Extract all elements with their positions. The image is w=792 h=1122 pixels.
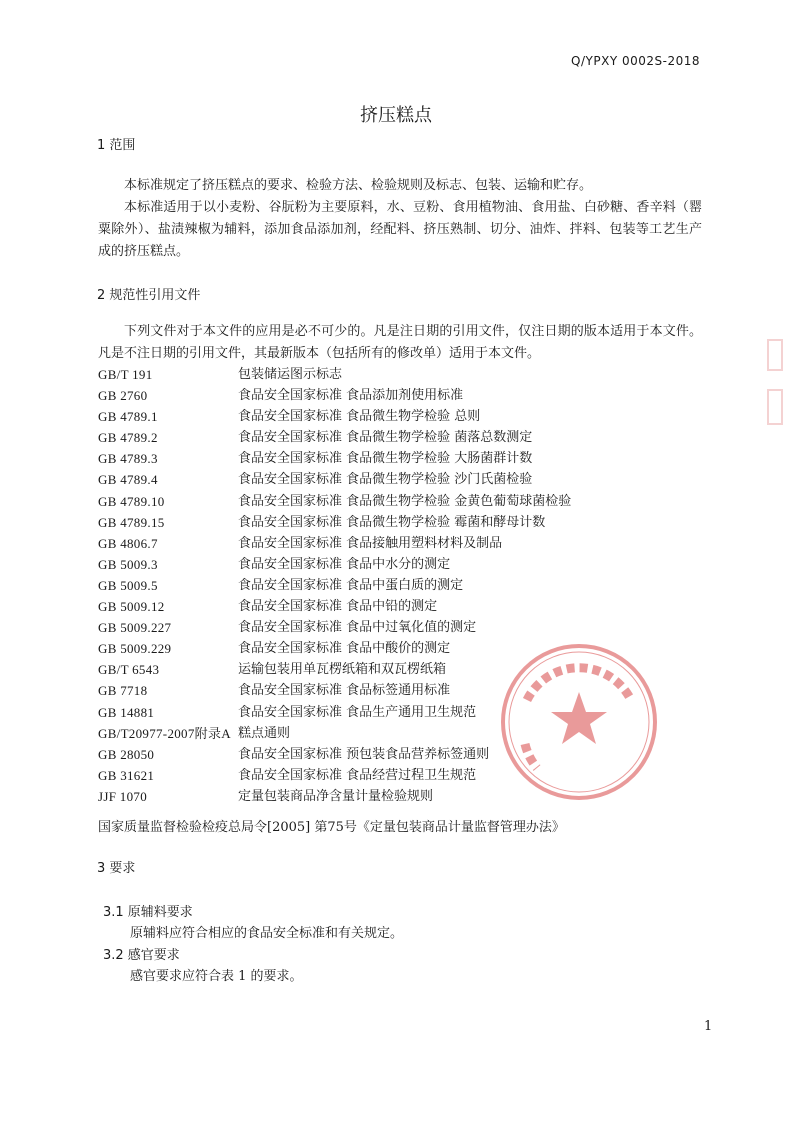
reference-title: 食品安全国家标准 食品经营过程卫生规范 [238, 767, 477, 783]
section-3-2-text: 感官要求应符合表 1 的要求。 [130, 969, 303, 984]
section-3-heading: 3 要求 [97, 861, 136, 876]
reference-row [98, 406, 571, 427]
reference-title: 食品安全国家标准 食品微生物学检验 沙门氏菌检验 [238, 472, 533, 488]
reference-code: GB 5009.227 [98, 620, 172, 636]
reference-code: GB 4806.7 [98, 535, 158, 551]
reference-title: 食品安全国家标准 预包装食品营养标签通则 [238, 746, 490, 762]
reference-title: 食品安全国家标准 食品微生物学检验 霉菌和酵母计数 [238, 514, 546, 530]
company-seal-icon [497, 640, 661, 804]
reference-code: GB 4789.4 [98, 472, 158, 488]
section-2-heading: 2 规范性引用文件 [97, 288, 201, 303]
reference-title: 食品安全国家标准 食品微生物学检验 总则 [238, 409, 481, 425]
reference-title: 运输包装用单瓦楞纸箱和双瓦楞纸箱 [238, 662, 447, 678]
reference-code: GB 14881 [98, 704, 155, 720]
reference-code: GB 5009.3 [98, 556, 158, 572]
reference-code: GB 7718 [98, 683, 148, 699]
page-number: 1 [704, 1019, 713, 1034]
reference-title: 食品安全国家标准 食品接触用塑料材料及制品 [238, 535, 503, 551]
reference-code: GB/T 6543 [98, 662, 160, 678]
reference-row [98, 448, 571, 469]
reference-title: 食品安全国家标准 食品中蛋白质的测定 [238, 577, 464, 593]
document-code: Q/YPXY 0002S-2018 [571, 54, 700, 68]
reference-row [98, 427, 571, 448]
reference-title: 包装储运图示标志 [238, 367, 343, 382]
reference-title: 糕点通则 [238, 725, 291, 741]
reference-title: 定量包装商品净含量计量检验规则 [238, 788, 434, 804]
reference-title: 食品安全国家标准 食品标签通用标准 [238, 683, 451, 699]
reference-title: 食品安全国家标准 食品微生物学检验 金黄色葡萄球菌检验 [238, 493, 572, 509]
reference-row [98, 596, 571, 617]
reference-code: GB 4789.2 [98, 430, 158, 446]
section-1-heading: 1 范围 [97, 138, 136, 153]
section-3-1-heading: 3.1 原辅料要求 [103, 905, 193, 920]
reference-row [98, 364, 571, 385]
reference-title: 食品安全国家标准 食品添加剂使用标准 [238, 388, 464, 404]
reference-row [98, 575, 571, 596]
reference-code: GB 5009.229 [98, 641, 172, 657]
reference-code: GB 4789.3 [98, 451, 158, 467]
reference-code: GB 5009.12 [98, 599, 165, 615]
reference-row [98, 617, 571, 638]
reference-code: GB 31621 [98, 767, 155, 783]
scope-paragraph-1: 本标准规定了挤压糕点的要求、检验方法、检验规则及标志、包装、运输和贮存。 [124, 178, 593, 193]
reference-title: 食品安全国家标准 食品中酸价的测定 [238, 641, 451, 657]
reference-code: GB/T 191 [98, 367, 153, 382]
reference-title: 食品安全国家标准 食品微生物学检验 菌落总数测定 [238, 430, 533, 446]
reference-code: GB 5009.5 [98, 577, 158, 593]
reference-code: GB 2760 [98, 388, 148, 404]
reference-title: 食品安全国家标准 食品中铅的测定 [238, 599, 438, 615]
reference-row [98, 554, 571, 575]
section-3-1-text: 原辅料应符合相应的食品安全标准和有关规定。 [130, 926, 404, 941]
reference-note: 国家质量监督检验检疫总局令[2005] 第75号《定量包装商品计量监督管理办法》 [98, 820, 565, 835]
reference-row [98, 469, 571, 490]
reference-row [98, 491, 571, 512]
reference-row [98, 385, 571, 406]
reference-code: GB 4789.10 [98, 493, 165, 509]
reference-row [98, 533, 571, 554]
references-intro: 下列文件对于本文件的应用是必不可少的。凡是注日期的引用文件，仅注日期的版本适用于本文件。凡是不注日期的引用文件，其最新版本（包括所有的修改单）适用于本文件。 [98, 324, 702, 361]
reference-code: GB/T20977-2007附录A [98, 725, 231, 741]
reference-title: 食品安全国家标准 食品中过氧化值的测定 [238, 620, 477, 636]
reference-code: GB 4789.1 [98, 409, 158, 425]
reference-code: JJF 1070 [98, 788, 147, 804]
reference-title: 食品安全国家标准 食品微生物学检验 大肠菌群计数 [238, 451, 533, 467]
reference-code: GB 28050 [98, 746, 155, 762]
reference-code: GB 4789.15 [98, 514, 165, 530]
reference-row [98, 512, 571, 533]
edge-stamp-mark [764, 330, 790, 480]
section-1-body [98, 175, 702, 263]
section-2-intro [98, 321, 702, 365]
reference-title: 食品安全国家标准 食品中水分的测定 [238, 556, 451, 572]
document-title: 挤压糕点 [360, 105, 432, 126]
scope-paragraph-2: 本标准适用于以小麦粉、谷朊粉为主要原料，水、豆粉、食用植物油、食用盐、白砂糖、香辛料（罂粟除外）、盐渍辣椒为辅料，添加食品添加剂，经配料、挤压熟制、切分、油炸、拌料、包装等工艺生产成的挤压糕点。 [98, 200, 702, 259]
section-3-2-heading: 3.2 感官要求 [103, 948, 180, 963]
reference-title: 食品安全国家标准 食品生产通用卫生规范 [238, 704, 477, 720]
